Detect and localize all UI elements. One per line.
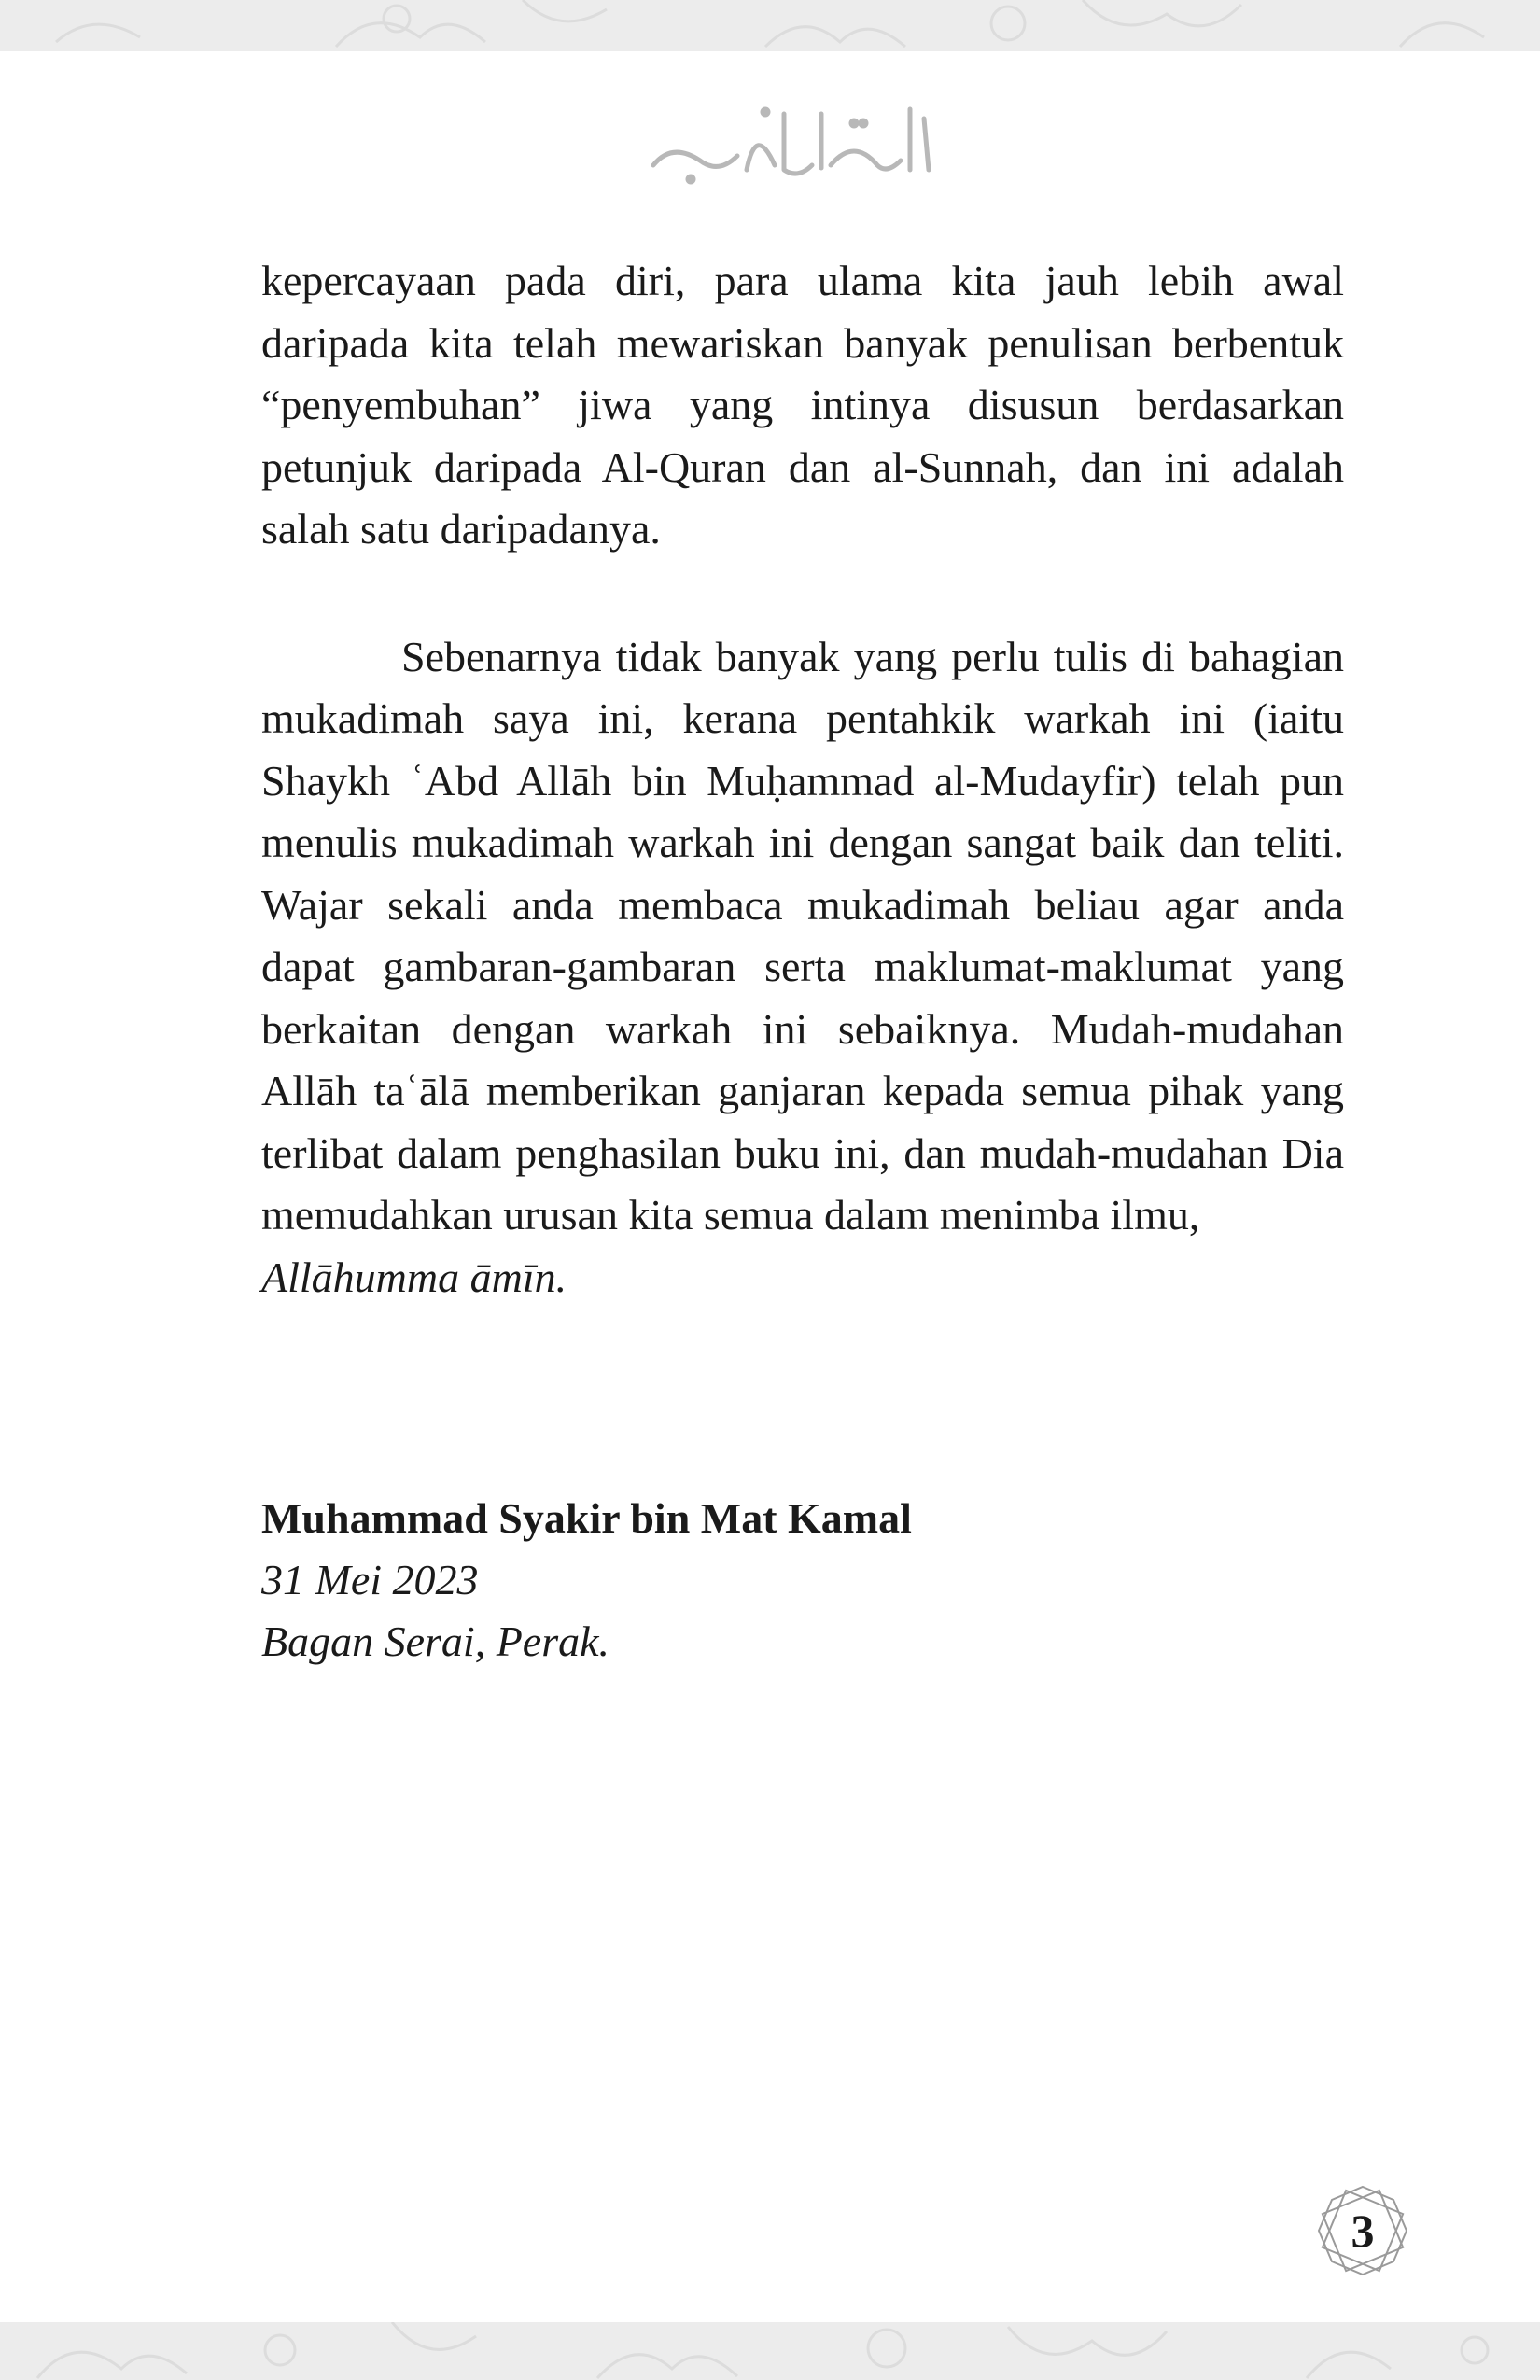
floral-ornament-icon [0, 0, 1540, 51]
body-text [261, 250, 1344, 1309]
signature-place: Bagan Serai, Perak. [261, 1617, 610, 1665]
floral-ornament-icon [0, 2322, 1540, 2380]
signature-block [261, 1488, 1344, 1673]
paragraph-2-text: Sebenarnya tidak banyak yang perlu tulis di bahagian mukadimah saya ini, kerana pentahkik warkah ini (iaitu Shaykh ʿAbd Allāh bin Muḥammad al-Mudayfir) telah pun menulis mukadimah warkah ini dengan sangat baik dan teliti. Wajar sekali anda membaca mukadimah beliau agar anda dapat gambaran-gambaran serta maklumat-maklumat yang berkaitan dengan warkah ini sebaiknya. Mudah-mudahan Allāh taʿālā memberikan ganjaran kepada semua pihak yang terlibat dalam penghasilan buku ini, dan mudah-mudahan Dia memudahkan urusan kita semua dalam menimba ilmu, [261, 632, 1344, 1239]
bottom-decorative-band [0, 2322, 1540, 2380]
paragraph-spacer [261, 561, 1344, 626]
header-calligraphy-logo [635, 86, 952, 198]
top-decorative-band [0, 0, 1540, 51]
paragraph-1: kepercayaan pada diri, para ulama kita jauh lebih awal daripada kita telah mewariskan banyak penulisan berbentuk “penyembuhan” jiwa yang intinya disusun berdasarkan petunjuk daripada Al-Quran dan al-Sunnah, dan ini adalah salah satu daripadanya. [261, 257, 1344, 553]
arabic-calligraphy-logo [635, 86, 952, 198]
page-number: 3 [1351, 2205, 1375, 2257]
page-number-badge [1311, 2179, 1414, 2282]
author-name: Muhammad Syakir bin Mat Kamal [261, 1494, 912, 1542]
signature-date: 31 Mei 2023 [261, 1556, 479, 1603]
paragraph-2 [261, 626, 1344, 1309]
closing-prayer: Allāhumma āmīn. [261, 1253, 567, 1301]
